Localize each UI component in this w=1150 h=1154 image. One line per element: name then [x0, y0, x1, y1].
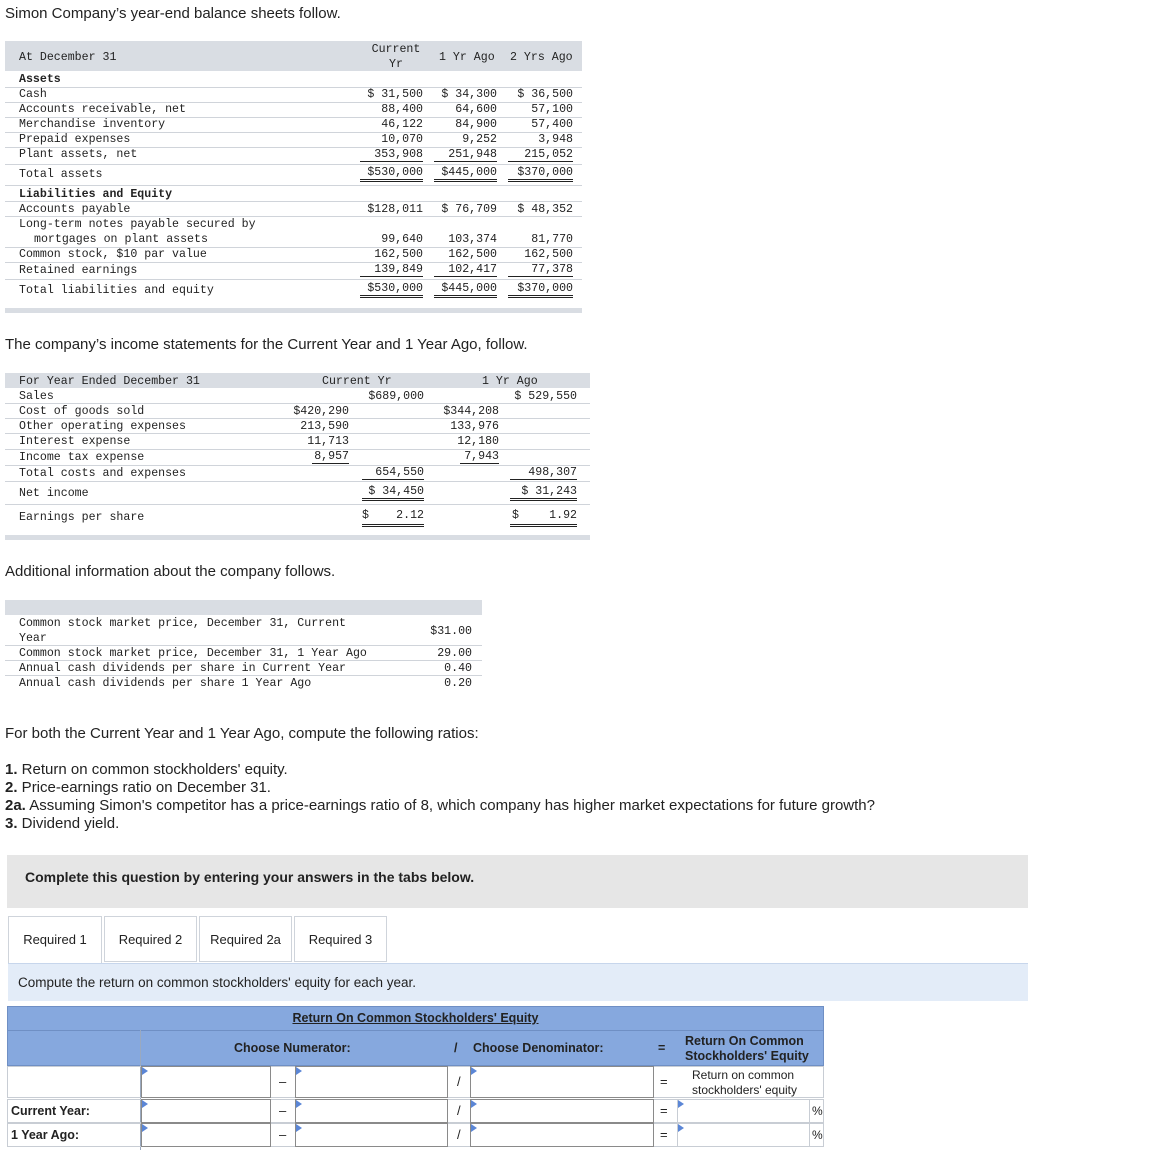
ago-denominator-input[interactable] [470, 1123, 654, 1147]
cell-value: 64,600 [455, 103, 497, 116]
eps-current-value: 2.12 [396, 509, 424, 522]
minus-sign: – [279, 1103, 287, 1118]
cell-value: 103,374 [448, 233, 497, 246]
percent-unit: % [812, 1128, 823, 1142]
question-number: 2. [5, 779, 18, 796]
grid-title: Return On Common Stockholders' Equity [292, 1011, 539, 1025]
slash-sign: / [457, 1103, 461, 1118]
equals-sign: = [660, 1103, 668, 1118]
cell-value: 133,976 [450, 420, 499, 433]
denominator-select[interactable] [470, 1066, 654, 1098]
ago-result-input[interactable] [677, 1123, 810, 1147]
row-label: Common stock market price, December 31, 1 Year Ago [19, 647, 367, 660]
current-denominator-input[interactable] [470, 1099, 654, 1123]
cell-value: 99,640 [381, 233, 423, 246]
eps-ago-cell [510, 508, 577, 527]
intro-text: Simon Company’s year-end balance sheets follow. [5, 5, 341, 22]
row-label: mortgages on plant assets [34, 233, 208, 246]
equals-header: = [658, 1041, 666, 1055]
cell-value: 654,550 [362, 466, 424, 480]
cell-value: 102,417 [434, 263, 497, 277]
cell-value: $ 34,450 [362, 485, 424, 501]
row-label: Annual cash dividends per share 1 Year Ago [19, 677, 312, 690]
cell-value: $128,011 [367, 203, 423, 216]
assets-title: Assets [19, 73, 61, 86]
cell-value: $ 76,709 [441, 203, 497, 216]
row-label: Common stock market price, December 31, Current [19, 617, 346, 630]
row-label: Interest expense [19, 435, 131, 448]
ago-numerator-input[interactable] [141, 1123, 271, 1147]
balance-header-current-b: Yr [389, 58, 403, 71]
row-label: Cash [19, 88, 47, 101]
current-numerator-input[interactable] [141, 1099, 271, 1123]
eps-current-symbol: $ [362, 509, 369, 522]
tab-prompt-text: Compute the return on common stockholders' equity for each year. [18, 975, 417, 990]
question-text: Assuming Simon's competitor has a price-earnings ratio of 8, which company has higher market expectations for future growth? [25, 797, 875, 814]
cell-value: 213,590 [300, 420, 349, 433]
row-label: Merchandise inventory [19, 118, 166, 131]
question-3 [5, 815, 119, 832]
row-label: Accounts payable [19, 203, 131, 216]
income-footer-bar [5, 535, 590, 540]
cell-value: 9,252 [462, 133, 497, 146]
additional-header-bar [5, 600, 482, 615]
row-label: Plant assets, net [19, 148, 138, 161]
cell-value: 215,052 [508, 148, 573, 162]
cell-value: 139,849 [360, 263, 423, 277]
denominator-header: Choose Denominator: [473, 1041, 604, 1055]
result-subheader-1: Return on common [692, 1068, 795, 1082]
tab-required-3[interactable]: Required 3 [294, 916, 387, 962]
income-intro-text: The company’s income statements for the Current Year and 1 Year Ago, follow. [5, 336, 528, 353]
cell-value: 3,948 [538, 133, 573, 146]
income-header-label: For Year Ended December 31 [19, 375, 200, 388]
question-1 [5, 761, 288, 778]
cell-value: 84,900 [455, 118, 497, 131]
row-label: Earnings per share [19, 511, 145, 524]
row-label: Annual cash dividends per share in Current Year [19, 662, 346, 675]
tab-required-2a[interactable]: Required 2a [199, 916, 292, 962]
result-subheader-2: stockholders' equity [692, 1083, 798, 1097]
cell-value: $689,000 [368, 390, 424, 403]
question-text: Price-earnings ratio on December 31. [17, 779, 271, 796]
cell-value: 11,713 [307, 435, 349, 448]
income-header-current: Current Yr [322, 375, 392, 388]
cell-value: 162,500 [374, 248, 423, 261]
row-label: Year [19, 632, 47, 645]
result-header-1: Return On Common [685, 1034, 804, 1048]
row-label: Cost of goods sold [19, 405, 145, 418]
slash-sign: / [457, 1127, 461, 1142]
numerator-select[interactable] [141, 1066, 271, 1098]
cell-value: 353,908 [360, 148, 423, 162]
cell-value: $31.00 [430, 625, 472, 638]
cell-value: 162,500 [448, 248, 497, 261]
row-label: Common stock, $10 par value [19, 248, 207, 261]
question-2 [5, 779, 271, 796]
current-numerator-input-2[interactable] [295, 1099, 448, 1123]
cell-value: 88,400 [381, 103, 423, 116]
cell-value: 46,122 [381, 118, 423, 131]
cell-value: $ 48,352 [517, 203, 573, 216]
question-2a [5, 797, 875, 814]
cell-value: 498,307 [510, 466, 577, 480]
row-label: Net income [19, 487, 89, 500]
percent-unit: % [812, 1104, 823, 1118]
cell-value: 8,957 [312, 450, 349, 464]
cell-value: 12,180 [457, 435, 499, 448]
tab-required-1[interactable]: Required 1 [8, 916, 102, 964]
numerator-select-2[interactable] [295, 1066, 448, 1098]
minus-sign: – [279, 1127, 287, 1142]
slash-sign: / [457, 1074, 461, 1089]
liabilities-title: Liabilities and Equity [19, 188, 173, 201]
cell-value: 29.00 [437, 647, 472, 660]
row-label: Income tax expense [19, 451, 145, 464]
numerator-header: Choose Numerator: [234, 1041, 351, 1055]
equals-sign: = [660, 1127, 668, 1142]
row-label: Other operating expenses [19, 420, 186, 433]
cell-value: $ 529,550 [514, 390, 577, 403]
balance-header-2yr: 2 Yrs Ago [510, 51, 573, 64]
cell-value: $ 31,500 [367, 88, 423, 101]
eps-ago-value: 1.92 [549, 509, 577, 522]
cell-value: 251,948 [434, 148, 497, 162]
current-result-input[interactable] [677, 1099, 810, 1123]
cell-value: $530,000 [360, 166, 423, 182]
result-header-2: Stockholders' Equity [685, 1049, 809, 1063]
one-year-ago-label: 1 Year Ago: [11, 1128, 80, 1142]
cell-value: 0.40 [444, 662, 472, 675]
cell-value: $ 36,500 [517, 88, 573, 101]
cell-value: 0.20 [444, 677, 472, 690]
additional-intro-text: Additional information about the company follows. [5, 563, 336, 580]
cell-value: 10,070 [381, 133, 423, 146]
minus-sign: – [279, 1074, 287, 1089]
tab-required-2[interactable]: Required 2 [104, 916, 197, 962]
cell-value: $445,000 [434, 282, 497, 298]
cell-value: 57,400 [531, 118, 573, 131]
question-number: 1. [5, 761, 18, 778]
question-text: Return on common stockholders' equity. [17, 761, 288, 778]
cell-value: 57,100 [531, 103, 573, 116]
row-label: Prepaid expenses [19, 133, 131, 146]
cell-value: $420,290 [293, 405, 349, 418]
total-assets-label: Total assets [19, 168, 103, 181]
eps-current-cell [362, 508, 424, 527]
cell-value: 162,500 [524, 248, 573, 261]
balance-header-label: At December 31 [19, 51, 117, 64]
slash-header: / [454, 1041, 458, 1055]
cell-value: 7,943 [460, 450, 499, 464]
eps-ago-symbol: $ [512, 509, 519, 522]
row-label: Accounts receivable, net [19, 103, 186, 116]
income-header-ago: 1 Yr Ago [482, 375, 538, 388]
balance-footer-bar [5, 308, 582, 313]
cell-value: 81,770 [531, 233, 573, 246]
cell-value: $ 34,300 [441, 88, 497, 101]
cell-value: $530,000 [360, 282, 423, 298]
balance-header-current-a: Current [371, 43, 421, 56]
cell-value: $445,000 [434, 166, 497, 182]
ago-numerator-input-2[interactable] [295, 1123, 448, 1147]
complete-banner-text: Complete this question by entering your answers in the tabs below. [25, 869, 475, 885]
question-number: 2a. [5, 797, 26, 814]
row-label: Total costs and expenses [19, 467, 186, 480]
question-text: Dividend yield. [17, 815, 120, 832]
balance-header-1yr: 1 Yr Ago [439, 51, 495, 64]
row-label: Retained earnings [19, 264, 138, 277]
equals-sign: = [660, 1074, 668, 1089]
cell-value: $344,208 [443, 405, 499, 418]
question-number: 3. [5, 815, 18, 832]
row-label: Long-term notes payable secured by [19, 218, 256, 231]
instructions-text: For both the Current Year and 1 Year Ago, compute the following ratios: [5, 725, 479, 742]
cell-value: $ 31,243 [510, 485, 577, 501]
row-label: Sales [19, 390, 54, 403]
cell-value: $370,000 [508, 166, 573, 182]
cell-value: 77,378 [508, 263, 573, 277]
cell-value: $370,000 [508, 282, 573, 298]
total-le-label: Total liabilities and equity [19, 284, 214, 297]
current-year-label: Current Year: [11, 1104, 90, 1118]
